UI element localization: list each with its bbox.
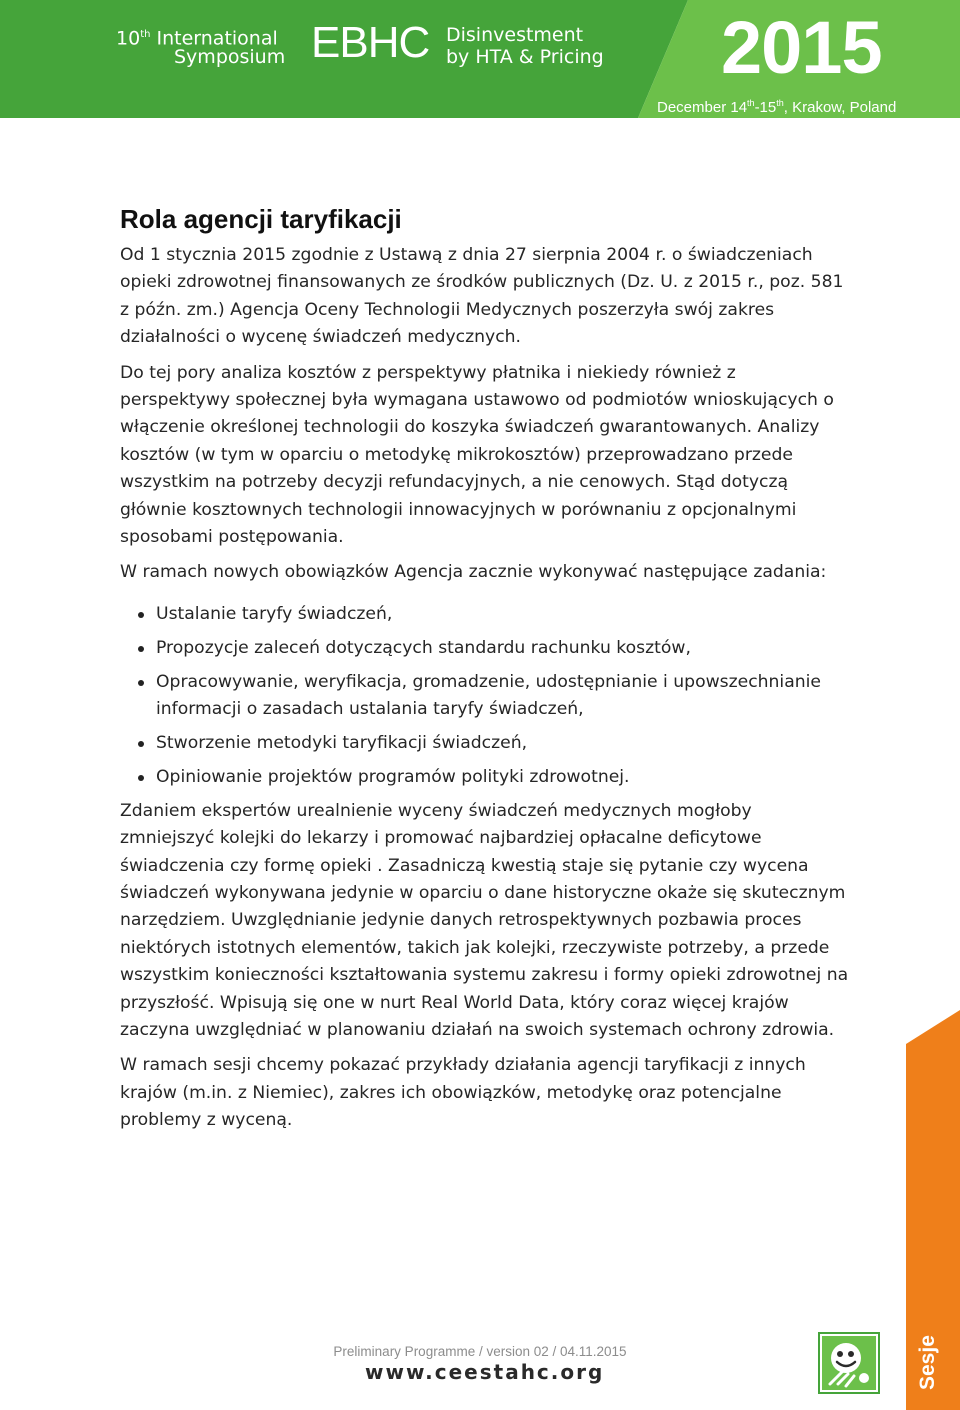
paragraph-new-tasks-intro: W ramach nowych obowiązków Agencja zacznie wykonywać następujące zadania:	[120, 562, 827, 583]
footer-website-link[interactable]: www.ceestahc.org	[365, 1360, 605, 1384]
brand-logo-text: EBHC	[311, 18, 430, 67]
side-tab-label: Sesje	[916, 1335, 939, 1390]
paragraph-cost-analysis: Do tej pory analiza kosztów z perspektywy płatnika i niekiedy również z perspektywy społecznej była wymagana ustawowo od podmiotów wnioskujących o włączenie określonej technologii do koszyka świadczeń gwarantowanych. Analizy kosztów (w tym w oparciu o metodykę mikrokosztów) przeprowadzano przede wszystkim na potrzeby decyzji refundacyjnych, a nie cenowych. Stąd dotyczą głównie kosztownych technologii innowacyjnych w porównaniu z opcjonalnymi sposobami postępowania.	[120, 362, 834, 548]
list-item: Ustalanie taryfy świadczeń,	[120, 601, 850, 628]
topic-line-2: by HTA & Pricing	[446, 46, 604, 68]
header-banner	[0, 0, 960, 118]
symposium-edition: 10th International	[116, 27, 278, 50]
list-item: Opiniowanie projektów programów polityki zdrowotnej.	[120, 764, 850, 791]
article-body	[120, 200, 850, 1143]
programme-version-text: Preliminary Programme / version 02 / 04.11.2015	[333, 1344, 627, 1359]
list-item: Opracowywanie, weryfikacja, gromadzenie, udostępnianie i upowszechnianie informacji o zasadach ustalania taryfy świadczeń,	[120, 669, 850, 724]
ceestahc-logo-icon	[818, 1332, 880, 1394]
list-item: Propozycje zaleceń dotyczących standardu rachunku kosztów,	[120, 635, 850, 662]
symposium-label: Symposium	[174, 46, 286, 68]
event-date-location: December 14th-15th, Krakow, Poland	[657, 98, 897, 116]
event-year: 2015	[721, 6, 882, 89]
paragraph-intro: Od 1 stycznia 2015 zgodnie z Ustawą z dnia 27 sierpnia 2004 r. o świadczeniach opieki zdrowotnej finansowanych ze środków publicznych (Dz. U. z 2015 r., poz. 581 z późn. zm.) Agencja Oceny Technologii Medycznych poszerzyła swój zakres działalności o wycenę świadczeń medycznych.	[120, 245, 844, 348]
paragraph-expert-opinion: Zdaniem ekspertów urealnienie wyceny świadczeń medycznych mogłoby zmniejszyć kolejki do lekarzy i promować najbardziej opłacalne deficytowe świadczenia czy formę opieki . Zasadniczą kwestią staje się pytanie czy wycena świadczeń wykonywana jedynie w oparciu o dane historyczne okaże się skutecznym narzędziem. Uwzględnianie jedynie danych retrospektywnych pozbawia proces niektórych istotnych elementów, takich jak kolejki, rzeczywiste potrzeby, a przede wszystkim konieczności kształtowania systemu zakresu i formy opieki zdrowotnej na przyszłość. Wpisują się one w nurt Real World Data, który coraz więcej krajów zaczyna uwzględniać w planowaniu działań na swoich systemach ochrony zdrowia.	[120, 800, 849, 1041]
list-item: Stworzenie metodyki taryfikacji świadczeń,	[120, 730, 850, 757]
topic-line-1: Disinvestment	[446, 24, 584, 46]
page-title: Rola agencji taryfikacji	[120, 204, 402, 234]
paragraph-session-scope: W ramach sesji chcemy pokazać przykłady działania agencji taryfikacji z innych krajów (m.in. z Niemiec), zakres ich obowiązków, metodykę oraz potencjalne problemy z wyceną.	[120, 1055, 806, 1131]
task-list	[120, 601, 850, 791]
